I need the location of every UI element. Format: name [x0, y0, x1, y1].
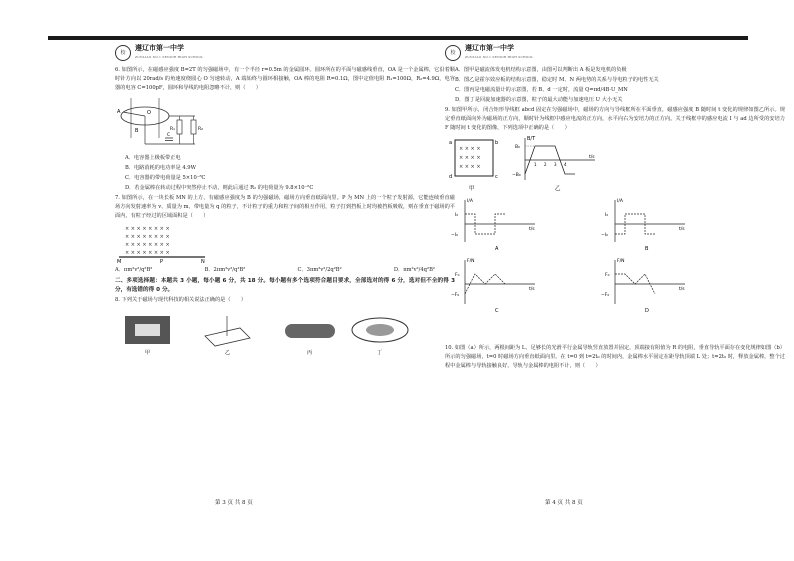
opt-d-label: D [645, 308, 649, 314]
label-P: P [160, 259, 164, 264]
fig-label-jia: 甲 [469, 186, 475, 192]
label-M: M [117, 259, 122, 264]
option-c-graph [451, 258, 535, 314]
q7-option-a: A．πm²v²/q²B² [115, 267, 153, 273]
label-A: A [117, 109, 121, 115]
label-R1: R₁ [170, 127, 175, 132]
svg-text:× × × ×: × × × × [459, 146, 481, 152]
opt-d-f-axis: F/N [617, 259, 625, 264]
school-english-name: ZUNLIAO NO.1 SENIOR HIGH SCHOOL [135, 55, 204, 59]
svg-text:× × × × × × × ×: × × × × × × × × [125, 250, 170, 256]
school-english-name: ZUNLIAO NO.1 SENIOR HIGH SCHOOL [465, 55, 534, 59]
opt-d-t-axis: t/s [679, 287, 685, 292]
question-6-text: 6. 如图所示，在磁感应强度 B=2T 的匀强磁场中，有一个半径 r=0.5m 的金属圆环。圆环所在的平面与磁感线垂直，OA 是一个金属棒，它沿着顺时针方向以 20rad/s 的角速度绕圆心 O 匀速转动，A 端始终与圆环相接触，OA 棒的电阻 R=0.1Ω，图中定值电阻 R₁=100Ω，R₂=4.9Ω，电容器的电容 C=100pF，圆环和导线的电阻忽略不计，则（ ） [115, 67, 455, 91]
fig-label-bing: 丙 [307, 350, 313, 356]
opt-a-label: A [495, 246, 499, 252]
top-scan-border [48, 36, 748, 40]
q7-option-c: C．3πm²v²/2q²B² [297, 267, 342, 273]
svg-text:× × × × × × × ×: × × × × × × × × [125, 226, 170, 232]
q6-option-d: D．若金属棒在转动过程中突然停止不动，则此后通过 R₂ 的电荷量为 9.8×10⁻⁶C [125, 185, 314, 191]
opt-b-t-axis: t/s [679, 227, 685, 232]
label-R2: R₂ [198, 127, 203, 132]
svg-text:× × × × × × × ×: × × × × × × × × [125, 242, 170, 248]
question-9-text: 9. 如图甲所示，闭合矩形导线框 abcd 固定在匀强磁场中，磁场的方向与导线框所在平面垂直，磁感应强度 B 随时间 t 变化的规律如图乙所示。规定垂直纸面向外为磁场的正方向，顺时针为线框中感应电流的正方向，水平向右为安培力的正方向。关于线框中的感应电流 I 与 ad 边所受的安培力 F 随时间 t 变化的图像，下列选项中正确的是（ ） [445, 107, 785, 131]
question-10-text: 10. 如图（a）所示，两根间距为 L、足够长的光滑平行金属导轨竖直放置并固定，顶端接有阻值为 R 的电阻，垂直导轨平面存在变化规律如图（b）所示的匀强磁场，t=0 时磁场方向垂直纸面向里。在 t=0 到 t=2t₀ 的时间内，金属棒水平固定在距导轨顶端 L 处；t=2t₀ 时，释放金属棒，整个过程中金属棒与导轨接触良好，导轨与金属棒的电阻不计，则（ ） [445, 345, 785, 369]
fig-label-jia: 甲 [145, 350, 151, 356]
label-N: N [201, 259, 205, 264]
opt-c-t-axis: t/s [529, 287, 535, 292]
school-seal-icon: 校 [115, 45, 131, 61]
opt-b-label: B [645, 246, 649, 252]
school-name: 遵辽市第一中学 [135, 44, 184, 52]
question-6-circuit-diagram [115, 94, 225, 154]
option-a-graph [451, 198, 535, 252]
frame-label-c: c [495, 174, 498, 180]
right-page-footer: 第 4 页 共 8 页 [545, 500, 583, 506]
opt-a-neg-i0: −I₀ [451, 233, 458, 238]
tick-2: 2 [544, 162, 547, 167]
svg-text:× × × ×: × × × × [459, 164, 481, 170]
q8-option-a: A．图甲是磁流体发电机结构示意图，由图可以判断出 A 板是发电机的负极 [455, 67, 627, 73]
opt-a-i0: I₀ [455, 213, 459, 218]
frame-label-d: d [449, 174, 453, 180]
option-d-graph [601, 258, 685, 314]
school-seal-icon: 校 [445, 45, 461, 61]
q7-option-d: D．πm²v²/4q²B² [393, 267, 435, 273]
option-b-graph [601, 198, 685, 252]
neg-b0-label: −B₀ [512, 173, 521, 178]
school-header-left [115, 44, 455, 62]
q7-option-b: B．2πm²v²/q²B² [204, 267, 246, 273]
opt-b-i-axis: I/A [617, 199, 623, 204]
t-axis-label: t/s [589, 155, 595, 160]
tick-1: 1 [534, 162, 537, 167]
svg-text:× × × × × × × ×: × × × × × × × × [125, 234, 170, 240]
tick-4: 4 [564, 162, 567, 167]
right-page [445, 44, 785, 514]
svg-text:× × × ×: × × × × [459, 155, 481, 161]
q7-options [115, 266, 455, 275]
opt-c-neg-f0: −F₀ [451, 293, 460, 298]
tick-3: 3 [554, 162, 557, 167]
opt-d-f0: F₀ [605, 273, 610, 278]
left-page-footer: 第 3 页 共 8 页 [215, 500, 253, 506]
opt-a-i-axis: I/A [467, 199, 473, 204]
opt-c-f-axis: F/N [467, 259, 475, 264]
question-7-field-diagram [115, 222, 225, 264]
b0-label: B₀ [515, 145, 520, 150]
q6-option-c: C．电容器的带电荷量是 5×10⁻⁸C [125, 175, 206, 181]
left-page [115, 44, 455, 514]
b-axis-label: B/T [527, 136, 536, 142]
question-9-figures [445, 134, 775, 344]
fig-label-yi: 乙 [555, 186, 561, 192]
opt-c-f0: F₀ [455, 273, 460, 278]
opt-d-neg-f0: −F₀ [601, 293, 610, 298]
section-2-title: 二、多项选择题：本题共 3 小题，每小题 6 分，共 18 分。每小题有多个选项符合题目要求，全部选对的得 6 分，选对但不全的得 3 分，有选错的得 0 分。 [115, 278, 455, 293]
label-C: C [167, 133, 171, 138]
school-name: 遵辽市第一中学 [465, 44, 514, 52]
frame-label-a: a [449, 140, 453, 146]
opt-a-t-axis: t/s [529, 227, 535, 232]
q8-option-b: B．图乙是霍尔效应板的结构示意图，稳定时 M、N 两电势的关系与导电粒子的电性无关 [455, 77, 659, 83]
label-O: O [147, 110, 151, 116]
question-7-text: 7. 如图所示，在一块长板 MN 的上方，有磁感应强度为 B 的匀强磁场，磁场方向垂直纸面向里。P 为 MN 上的一个粒子发射源，它能连续垂直磁场方向发射速率为 v、质量为 m、带电量为 q 的粒子，不计粒子的重力和粒子间的相互作用，粒子打到挡板上时均被挡板吸收，则在垂直于磁场的平面内，有粒子经过的区域面积是（ ） [115, 195, 455, 219]
opt-b-neg-i0: −I₀ [601, 233, 608, 238]
opt-b-i0: I₀ [605, 213, 609, 218]
q6-option-b: B．电路消耗的电功率是 4.9W [125, 165, 196, 171]
question-8-text: 8. 下列关于磁场与现代科技的相关说法正确的是（ ） [115, 297, 247, 303]
q8-option-c: C．图丙是电磁流量计的示意图，若 B、d 一定时，流量 Q=πd/4B·U_MN [455, 87, 628, 93]
q8-option-d: D．图丁是回旋加速器的示意图，粒子的最大动能与加速电压 U 大小无关 [455, 97, 623, 103]
q6-option-a: A．电容器上极板带正电 [125, 155, 181, 161]
school-header-right [445, 44, 785, 62]
opt-c-label: C [495, 308, 499, 314]
frame-label-b: b [495, 140, 499, 146]
fig-label-yi: 乙 [225, 350, 231, 356]
fig-label-ding: 丁 [377, 350, 383, 356]
question-8-device-figures [115, 306, 415, 356]
label-B: B [135, 128, 139, 134]
